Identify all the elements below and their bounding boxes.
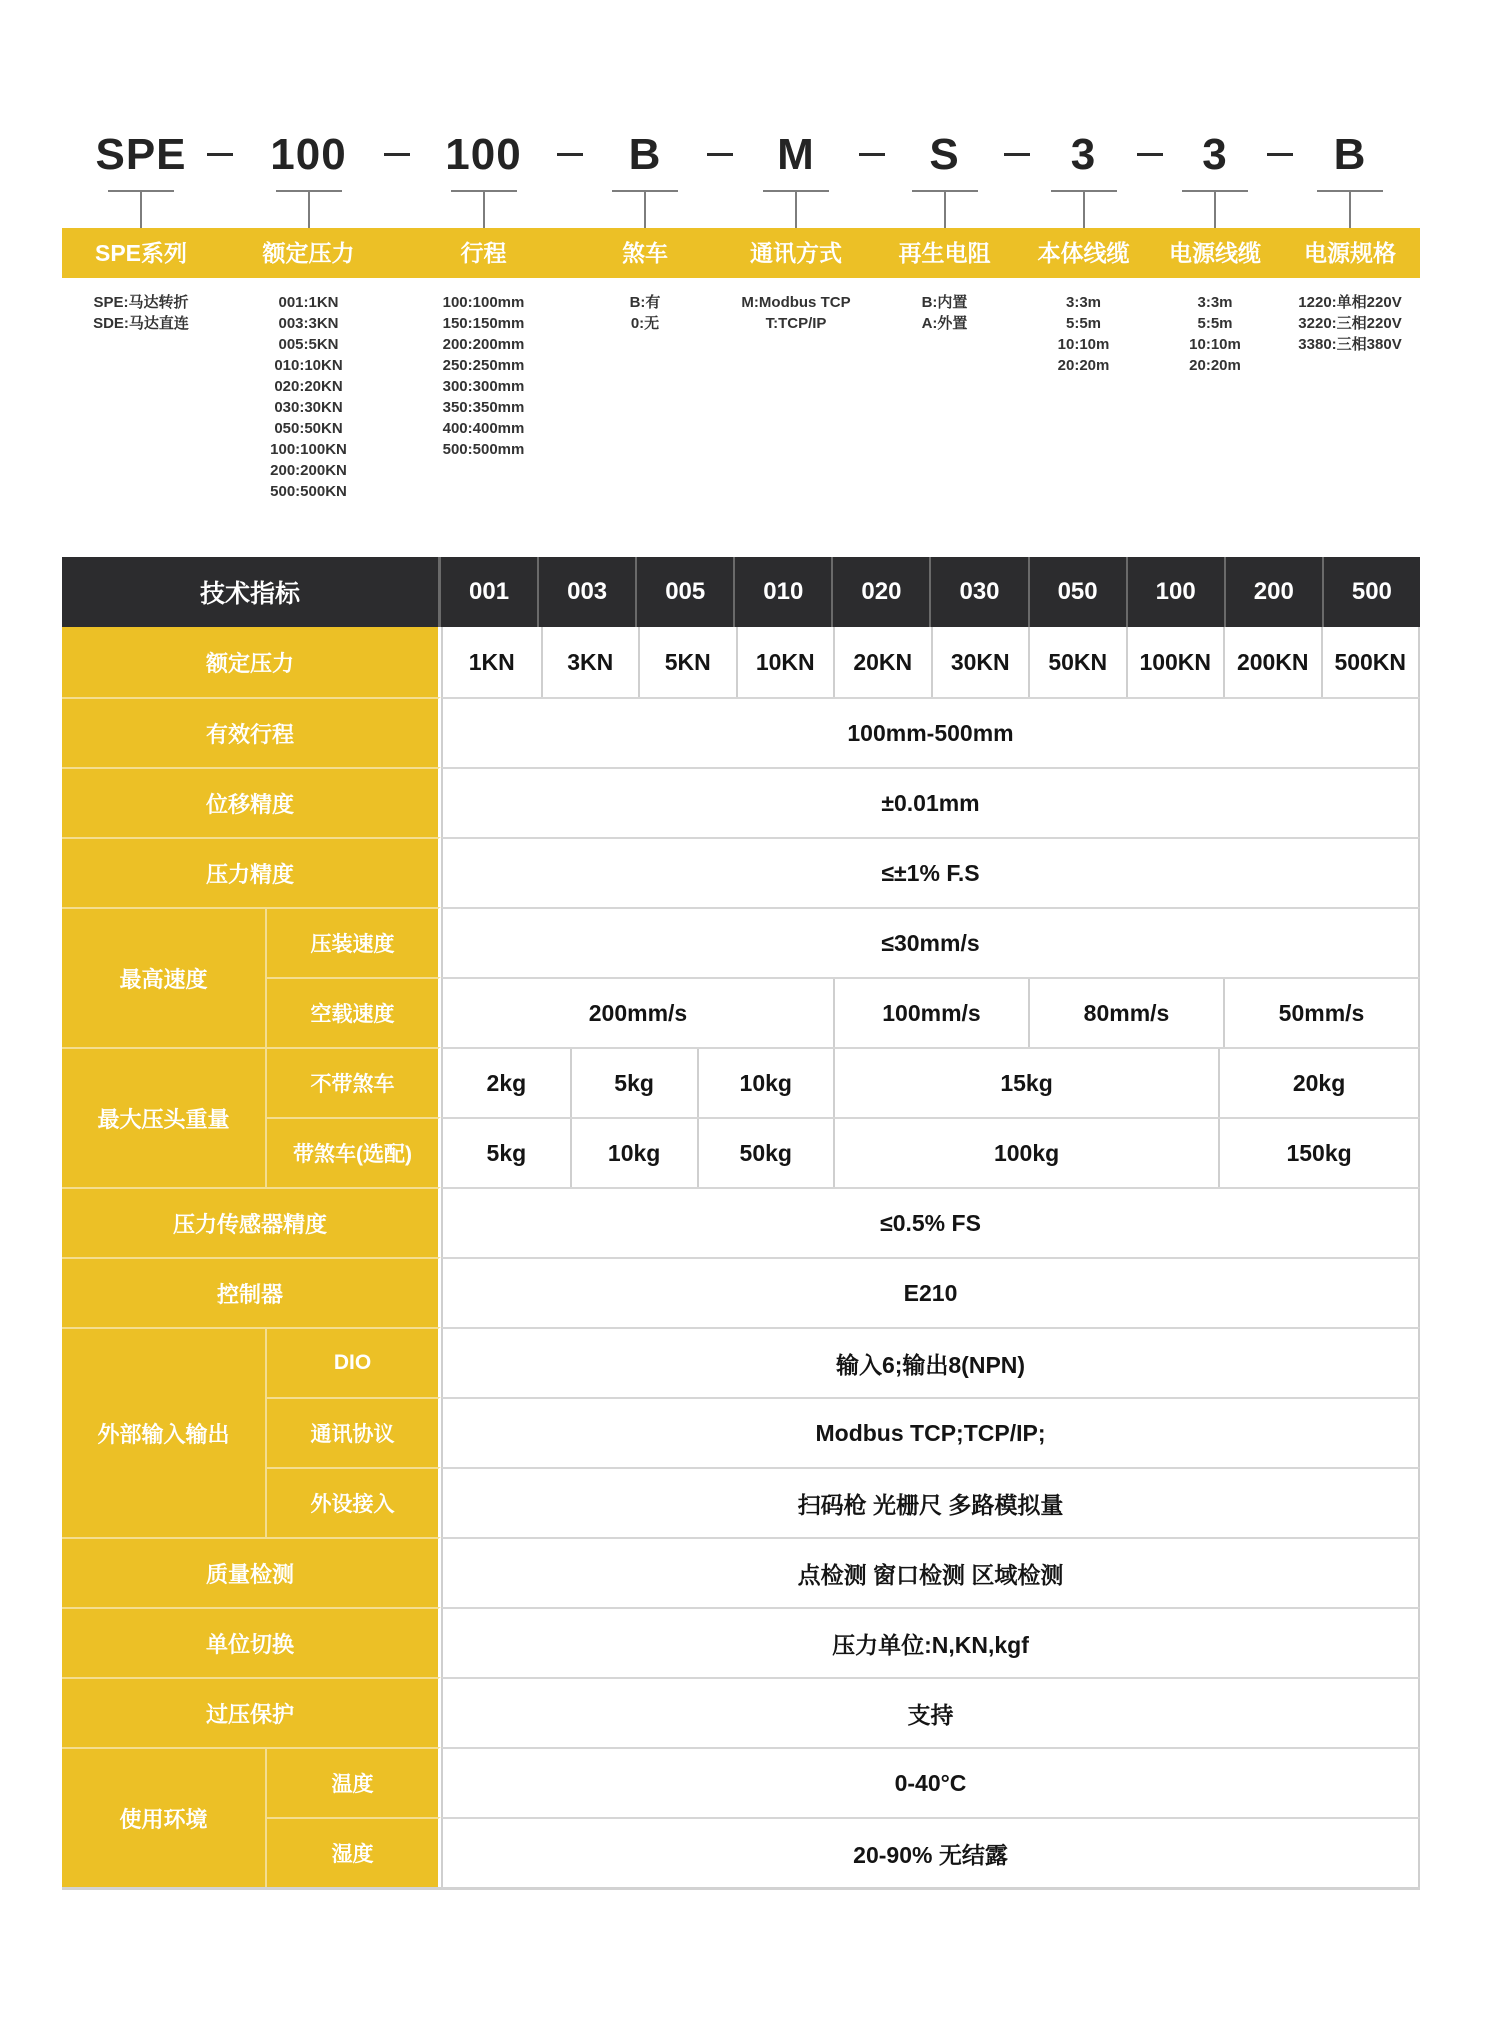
row-cells xyxy=(441,697,1420,767)
spec-value-cell: 2kg xyxy=(486,1069,527,1096)
row-cells xyxy=(441,1327,1420,1397)
option-item: 005:5KN xyxy=(278,336,339,353)
header-label: 技术指标 xyxy=(62,557,441,627)
spec-value-cell: 输入6;输出8(NPN) xyxy=(835,1351,1026,1378)
spec-value-cell: 50mm/s xyxy=(1223,979,1418,1047)
model-code-part: 100 xyxy=(445,130,522,179)
table-row xyxy=(62,697,1420,767)
row-label: 有效行程 xyxy=(62,697,441,767)
option-item: 030:30KN xyxy=(274,399,343,416)
spec-value-cell: 10kg xyxy=(697,1049,834,1117)
model-code-diagram xyxy=(62,120,1420,502)
segment-options xyxy=(1017,278,1150,502)
option-item: 3220:三相220V xyxy=(1298,315,1402,332)
sub-label: 湿度 xyxy=(267,1817,441,1887)
table-subrow xyxy=(267,1817,1420,1887)
connector-line xyxy=(220,190,397,228)
row-cells xyxy=(441,1607,1420,1677)
connector-vertical xyxy=(644,190,646,228)
model-segment xyxy=(397,120,570,502)
model-code-part: B xyxy=(1333,130,1367,179)
model-code-part: S xyxy=(929,130,960,179)
option-item: 250:250mm xyxy=(442,357,525,374)
spec-value-cell: Modbus TCP;TCP/IP; xyxy=(815,1419,1046,1446)
connector-vertical xyxy=(795,190,797,228)
spec-value-cell: ≤0.5% FS xyxy=(880,1209,981,1236)
table-row xyxy=(62,1047,1420,1187)
row-cells xyxy=(441,1047,1420,1117)
option-item: 400:400mm xyxy=(442,420,525,437)
connector-line xyxy=(1150,190,1280,228)
connector-line xyxy=(570,190,720,228)
model-code-part: SPE xyxy=(95,130,187,179)
row-label: 单位切换 xyxy=(62,1607,441,1677)
spec-value-cell: 点检测 窗口检测 区域检测 xyxy=(797,1561,1064,1588)
spec-value-cell: 100kg xyxy=(833,1119,1218,1187)
spec-value-cell: 5kg xyxy=(570,1049,697,1117)
header-columns xyxy=(441,557,1420,627)
table-row xyxy=(62,1677,1420,1747)
spec-table-body xyxy=(62,627,1420,1887)
segment-label: 本体线缆 xyxy=(1017,228,1150,278)
model-code-part: 3 xyxy=(1070,130,1097,179)
group-label: 外部输入输出 xyxy=(62,1327,267,1537)
segment-options xyxy=(1280,278,1420,502)
connector-line xyxy=(720,190,872,228)
row-cells xyxy=(441,1397,1420,1467)
spec-value-cell: 扫码枪 光栅尺 多路模拟量 xyxy=(797,1491,1064,1518)
group-block xyxy=(62,907,1420,1047)
option-item: 100:100KN xyxy=(270,441,347,458)
option-item: 500:500mm xyxy=(442,441,525,458)
table-subrow xyxy=(267,1467,1420,1537)
option-item: 1220:单相220V xyxy=(1298,294,1402,311)
model-segment xyxy=(720,120,872,502)
connector-vertical xyxy=(483,190,485,228)
spec-table-header xyxy=(62,557,1420,627)
connector-line xyxy=(1017,190,1150,228)
group-subrows xyxy=(267,907,1420,1047)
segment-options xyxy=(570,278,720,502)
sub-label: 空载速度 xyxy=(267,977,441,1047)
option-item: 3380:三相380V xyxy=(1298,336,1402,353)
segment-label: 电源规格 xyxy=(1280,228,1420,278)
table-row xyxy=(62,767,1420,837)
spec-value-cell: 3KN xyxy=(541,627,639,697)
option-item: 200:200mm xyxy=(442,336,525,353)
option-item: 300:300mm xyxy=(442,378,525,395)
spec-table xyxy=(62,557,1420,1890)
table-row xyxy=(62,627,1420,697)
spec-value-cell: 0-40°C xyxy=(894,1769,967,1796)
segment-label: 行程 xyxy=(397,228,570,278)
table-subrow xyxy=(267,907,1420,977)
spec-value-cell: 80mm/s xyxy=(1028,979,1223,1047)
spec-value-cell: 1KN xyxy=(468,648,515,675)
segment-label: 额定压力 xyxy=(220,228,397,278)
option-item: 0:无 xyxy=(630,315,660,332)
connector-vertical xyxy=(944,190,946,228)
spec-value-cell: 10kg xyxy=(570,1119,697,1187)
spec-value-cell: 200KN xyxy=(1223,627,1321,697)
option-item: 500:500KN xyxy=(270,483,347,500)
segment-label: 通讯方式 xyxy=(720,228,872,278)
option-item: 003:3KN xyxy=(278,315,339,332)
option-item: 050:50KN xyxy=(274,420,343,437)
segment-options xyxy=(220,278,397,502)
sub-label: 温度 xyxy=(267,1747,441,1817)
spec-value-cell: ±0.01mm xyxy=(881,789,980,816)
table-row xyxy=(62,1257,1420,1327)
spec-value-cell: 20-90% 无结露 xyxy=(853,1841,1008,1868)
header-column: 001 xyxy=(469,578,510,605)
connector-line xyxy=(397,190,570,228)
option-item: 20:20m xyxy=(1057,357,1110,374)
row-cells xyxy=(441,627,1420,697)
group-subrows xyxy=(267,1327,1420,1537)
header-column: 500 xyxy=(1322,557,1420,627)
option-item: 020:20KN xyxy=(274,378,343,395)
model-segment xyxy=(1150,120,1280,502)
table-subrow xyxy=(267,1047,1420,1117)
segment-label: 再生电阻 xyxy=(872,228,1017,278)
option-item: 150:150mm xyxy=(442,315,525,332)
row-cells xyxy=(441,1117,1420,1187)
spec-value-cell: 5KN xyxy=(638,627,736,697)
option-item: 10:10m xyxy=(1189,336,1241,353)
table-subrow xyxy=(267,977,1420,1047)
connector-line xyxy=(62,190,220,228)
row-label: 质量检测 xyxy=(62,1537,441,1607)
spec-value-cell: 5kg xyxy=(486,1139,527,1166)
header-column: 200 xyxy=(1224,557,1322,627)
header-column: 005 xyxy=(635,557,733,627)
group-label: 使用环境 xyxy=(62,1747,267,1887)
connector-line xyxy=(1280,190,1420,228)
spec-value-cell: 15kg xyxy=(833,1049,1218,1117)
header-column: 003 xyxy=(537,557,635,627)
row-cells xyxy=(441,767,1420,837)
spec-value-cell: 100mm/s xyxy=(833,979,1028,1047)
row-label: 控制器 xyxy=(62,1257,441,1327)
option-item: SPE:马达转折 xyxy=(93,294,189,311)
option-item: SDE:马达直连 xyxy=(93,315,189,332)
connector-vertical xyxy=(308,190,310,228)
group-subrows xyxy=(267,1047,1420,1187)
model-segment xyxy=(570,120,720,502)
option-item: 20:20m xyxy=(1189,357,1241,374)
table-row xyxy=(62,1187,1420,1257)
option-item: 3:3m xyxy=(1197,294,1233,311)
table-subrow xyxy=(267,1397,1420,1467)
header-column: 020 xyxy=(831,557,929,627)
spec-value-cell: 100KN xyxy=(1126,627,1224,697)
option-item: T:TCP/IP xyxy=(765,315,827,332)
group-label: 最高速度 xyxy=(62,907,267,1047)
row-label: 额定压力 xyxy=(62,627,441,697)
option-item: 10:10m xyxy=(1057,336,1110,353)
row-cells xyxy=(441,1677,1420,1747)
connector-line xyxy=(872,190,1017,228)
sub-label: 外设接入 xyxy=(267,1467,441,1537)
group-block xyxy=(62,1747,1420,1887)
segment-label: 电源线缆 xyxy=(1150,228,1280,278)
row-cells xyxy=(441,1187,1420,1257)
spec-value-cell: ≤±1% F.S xyxy=(881,859,980,886)
row-label: 压力传感器精度 xyxy=(62,1187,441,1257)
table-row xyxy=(62,907,1420,1047)
segment-options xyxy=(1150,278,1280,502)
group-block xyxy=(62,1047,1420,1187)
spec-value-cell: 50KN xyxy=(1028,627,1126,697)
sub-label: 带煞车(选配) xyxy=(267,1117,441,1187)
group-label: 最大压头重量 xyxy=(62,1047,267,1187)
sub-label: 压装速度 xyxy=(267,907,441,977)
model-code-part: M xyxy=(777,130,815,179)
table-row xyxy=(62,837,1420,907)
connector-vertical xyxy=(1349,190,1351,228)
spec-value-cell: 100mm-500mm xyxy=(847,719,1014,746)
table-row xyxy=(62,1747,1420,1887)
connector-vertical xyxy=(1083,190,1085,228)
spec-value-cell: 20KN xyxy=(833,627,931,697)
model-segment xyxy=(220,120,397,502)
row-label: 过压保护 xyxy=(62,1677,441,1747)
table-subrow xyxy=(267,1747,1420,1817)
option-item: A:外置 xyxy=(921,315,968,332)
segment-label: SPE系列 xyxy=(62,228,220,278)
row-cells xyxy=(441,977,1420,1047)
option-item: 5:5m xyxy=(1065,315,1102,332)
spec-value-cell: 压力单位:N,KN,kgf xyxy=(832,1631,1029,1658)
table-subrow xyxy=(267,1117,1420,1187)
option-item: 3:3m xyxy=(1065,294,1102,311)
row-cells xyxy=(441,907,1420,977)
group-block xyxy=(62,1327,1420,1537)
connector-vertical xyxy=(1214,190,1216,228)
segment-label: 煞车 xyxy=(570,228,720,278)
row-label: 位移精度 xyxy=(62,767,441,837)
model-code-part: B xyxy=(628,130,662,179)
option-item: 5:5m xyxy=(1197,315,1233,332)
model-segment xyxy=(1017,120,1150,502)
row-label: 压力精度 xyxy=(62,837,441,907)
segment-options xyxy=(872,278,1017,502)
option-item: 100:100mm xyxy=(442,294,525,311)
option-item: 010:10KN xyxy=(274,357,343,374)
table-row xyxy=(62,1327,1420,1537)
spec-value-cell: 500KN xyxy=(1321,627,1419,697)
spec-value-cell: 150kg xyxy=(1218,1119,1418,1187)
option-item: 200:200KN xyxy=(270,462,347,479)
header-column: 100 xyxy=(1126,557,1224,627)
model-code-part: 3 xyxy=(1202,130,1228,179)
header-column: 050 xyxy=(1028,557,1126,627)
model-segment xyxy=(1280,120,1420,502)
sub-label: DIO xyxy=(267,1327,441,1397)
segment-options xyxy=(397,278,570,502)
table-subrow xyxy=(267,1327,1420,1397)
spec-value-cell: 50kg xyxy=(697,1119,834,1187)
model-segment xyxy=(872,120,1017,502)
header-column: 010 xyxy=(733,557,831,627)
model-code-part: 100 xyxy=(270,130,347,179)
spec-value-cell: 20kg xyxy=(1218,1049,1418,1117)
table-row xyxy=(62,1607,1420,1677)
row-cells xyxy=(441,1817,1420,1887)
row-cells xyxy=(441,1537,1420,1607)
segment-options xyxy=(62,278,220,502)
option-item: 350:350mm xyxy=(442,399,525,416)
group-subrows xyxy=(267,1747,1420,1887)
spec-value-cell: 10KN xyxy=(736,627,834,697)
connector-vertical xyxy=(140,190,142,228)
row-cells xyxy=(441,1747,1420,1817)
row-cells xyxy=(441,837,1420,907)
spec-value-cell: E210 xyxy=(903,1279,958,1306)
spec-value-cell: 30KN xyxy=(931,627,1029,697)
sub-label: 通讯协议 xyxy=(267,1397,441,1467)
option-item: 001:1KN xyxy=(278,294,339,311)
segment-options xyxy=(720,278,872,502)
option-item: B:内置 xyxy=(921,294,968,311)
row-cells xyxy=(441,1467,1420,1537)
option-item: B:有 xyxy=(629,294,661,311)
model-segment xyxy=(62,120,220,502)
option-item: M:Modbus TCP xyxy=(741,294,851,311)
table-row xyxy=(62,1537,1420,1607)
spec-value-cell: 200mm/s xyxy=(588,999,688,1026)
header-column: 030 xyxy=(929,557,1027,627)
spec-value-cell: ≤30mm/s xyxy=(881,929,980,956)
spec-value-cell: 支持 xyxy=(907,1701,954,1728)
sub-label: 不带煞车 xyxy=(267,1047,441,1117)
row-cells xyxy=(441,1257,1420,1327)
